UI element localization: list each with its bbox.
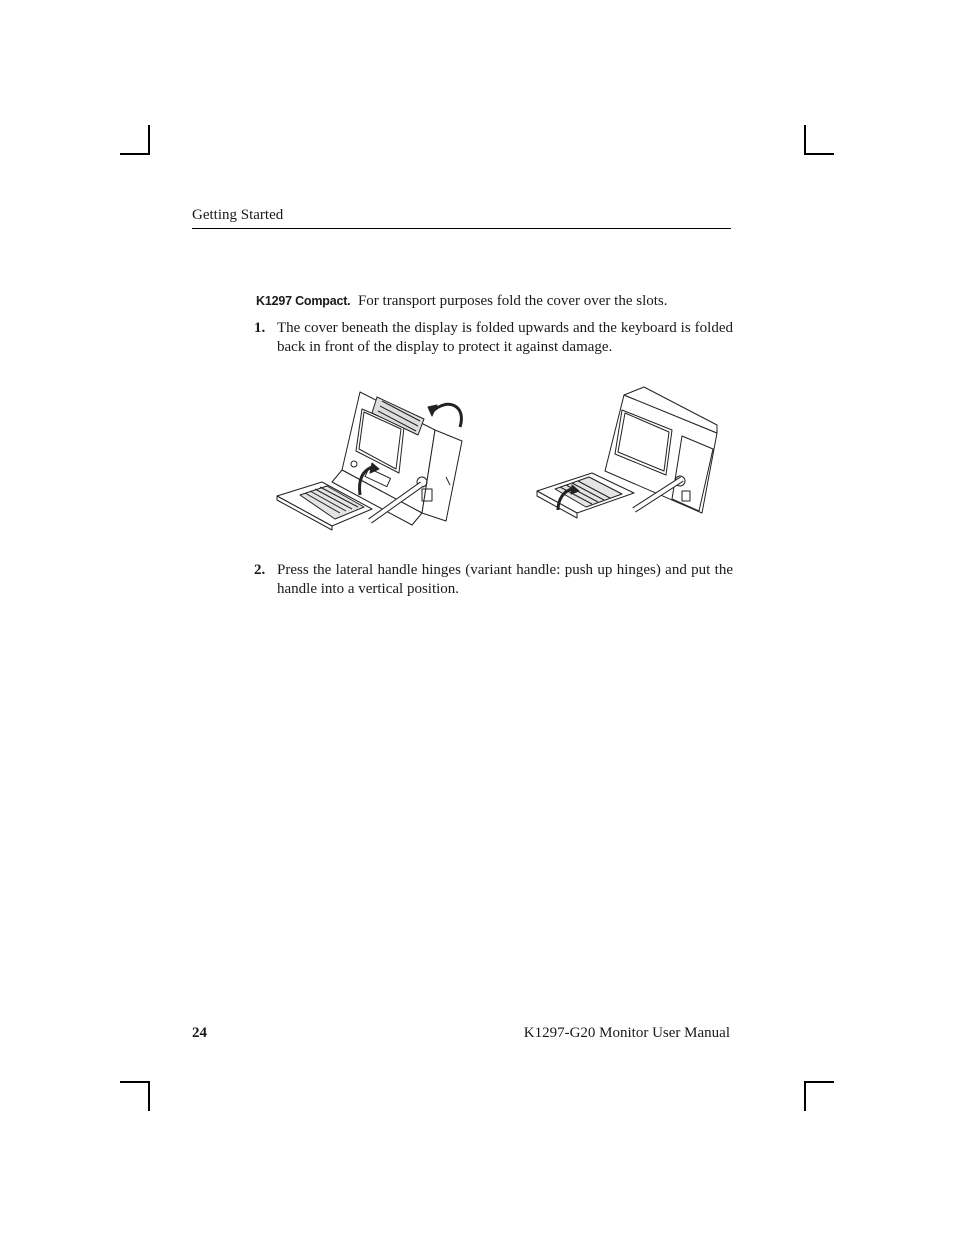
step-text: The cover beneath the display is folded upwards and the keyboard is folded back in front of the display to protect it against damage. — [277, 320, 733, 355]
running-head: Getting Started — [192, 207, 284, 223]
step-text: Press the lateral handle hinges (variant handle: push up hinges) and put the handle into a vertical position. — [277, 562, 733, 597]
step-number: 2. — [254, 562, 266, 578]
crop-mark-bottom-left-vertical — [148, 1081, 150, 1111]
crop-mark-top-right-vertical — [804, 125, 806, 155]
crop-mark-top-left-vertical — [148, 125, 150, 155]
intro-paragraph — [256, 292, 732, 311]
manual-title: K1297-G20 Monitor User Manual — [523, 1025, 730, 1041]
step-number: 1. — [254, 320, 266, 336]
step-1 — [254, 319, 734, 359]
crop-mark-top-left-horizontal — [120, 153, 150, 155]
step-2 — [254, 561, 734, 601]
lead-text: For transport purposes fold the cover over the slots. — [357, 293, 668, 309]
right-monitor-unit — [537, 387, 717, 518]
header-rule — [192, 228, 731, 229]
left-monitor-unit — [277, 392, 462, 530]
crop-mark-bottom-right-horizontal — [804, 1081, 834, 1083]
lead-label: K1297 Compact. — [256, 294, 351, 308]
page-number: 24 — [192, 1025, 207, 1041]
crop-mark-bottom-right-vertical — [804, 1081, 806, 1111]
crop-mark-top-right-horizontal — [804, 153, 834, 155]
crop-mark-bottom-left-horizontal — [120, 1081, 150, 1083]
monitor-folding-illustration — [272, 385, 732, 545]
